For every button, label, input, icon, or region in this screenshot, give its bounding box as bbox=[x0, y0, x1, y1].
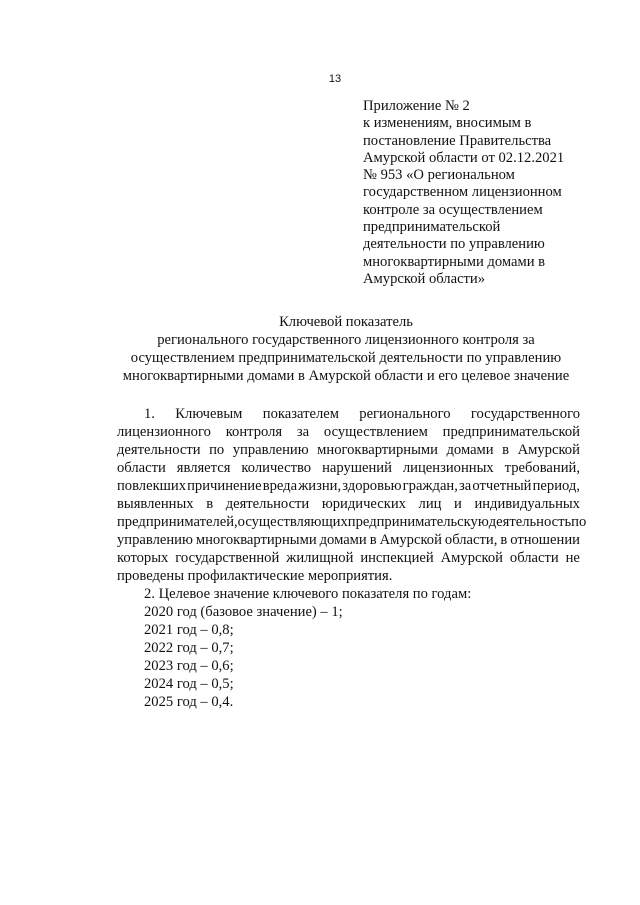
appendix-line: № 953 «О региональном bbox=[363, 167, 515, 184]
word: 1. bbox=[144, 406, 155, 422]
paragraph-1-line bbox=[117, 549, 580, 567]
word: Амурской bbox=[379, 532, 442, 548]
word: инспекцией bbox=[360, 550, 434, 566]
word: государственной bbox=[175, 550, 280, 566]
word: юридических bbox=[321, 496, 406, 512]
paragraph-1-last-line: проведены профилактические мероприятия. bbox=[117, 568, 393, 584]
word: лицензионного bbox=[117, 424, 211, 440]
word: деятельности bbox=[225, 496, 310, 512]
word: нарушений bbox=[322, 460, 392, 476]
paragraph-2-title: 2. Целевое значение ключевого показателя по годам: bbox=[144, 586, 472, 602]
appendix-note bbox=[363, 98, 593, 288]
word: государственного bbox=[470, 406, 580, 422]
paragraph-1-line bbox=[117, 423, 580, 441]
word: за bbox=[296, 424, 310, 440]
appendix-line: государственном лицензионном bbox=[363, 184, 562, 201]
word: индивидуальных bbox=[474, 496, 580, 512]
word: домами bbox=[319, 532, 367, 548]
word: показателем bbox=[262, 406, 339, 422]
word: является bbox=[176, 460, 231, 476]
word: за bbox=[459, 478, 472, 494]
word: повлекших bbox=[117, 478, 186, 494]
word: области, bbox=[444, 532, 498, 548]
word: вреда bbox=[262, 478, 298, 494]
word: деятельности bbox=[117, 442, 201, 458]
word: в bbox=[500, 532, 508, 548]
word: области bbox=[509, 550, 559, 566]
appendix-line: деятельности по управлению bbox=[363, 236, 545, 253]
word: по bbox=[571, 514, 587, 530]
word: управлению bbox=[232, 442, 309, 458]
appendix-line: Приложение № 2 bbox=[363, 98, 470, 114]
word: в bbox=[502, 442, 510, 458]
word: регионального bbox=[359, 406, 451, 422]
word: области bbox=[117, 460, 166, 476]
target-year-item: 2020 год (базовое значение) – 1; bbox=[144, 604, 343, 620]
document-heading bbox=[0, 313, 640, 385]
word: здоровью bbox=[342, 478, 402, 494]
appendix-line: Амурской области» bbox=[363, 270, 486, 287]
paragraph-1-line bbox=[117, 513, 587, 531]
target-year-item: 2025 год – 0,4. bbox=[144, 694, 234, 710]
word: жизни, bbox=[298, 478, 342, 494]
appendix-line: к изменениям, вносимым в bbox=[363, 115, 532, 132]
target-year-item: 2024 год – 0,5; bbox=[144, 676, 234, 692]
appendix-line: постановление Правительства bbox=[363, 132, 552, 149]
word: Амурской bbox=[517, 442, 580, 458]
word: и bbox=[454, 496, 462, 512]
target-year-item: 2021 год – 0,8; bbox=[144, 622, 234, 638]
word: управлению bbox=[117, 532, 193, 548]
word: период, bbox=[532, 478, 580, 494]
paragraph-1-line bbox=[117, 477, 580, 495]
appendix-line: предпринимательской bbox=[363, 219, 501, 236]
word: в bbox=[206, 496, 214, 512]
word: количество bbox=[241, 460, 312, 476]
word: по bbox=[209, 442, 225, 458]
word: причинение bbox=[187, 478, 262, 494]
word: в bbox=[369, 532, 377, 548]
word: предпринимателей, bbox=[117, 514, 238, 530]
word: осуществляющих bbox=[237, 514, 348, 530]
paragraph-1-line bbox=[117, 405, 580, 423]
word: многоквартирными bbox=[317, 442, 438, 458]
heading-line: Ключевой показатель bbox=[279, 314, 413, 330]
word: предпринимательскую bbox=[347, 514, 489, 530]
target-year-item: 2023 год – 0,6; bbox=[144, 658, 234, 674]
word: Амурской bbox=[440, 550, 503, 566]
word: деятельность bbox=[488, 514, 572, 530]
word: жилищной bbox=[286, 550, 354, 566]
word: контроля bbox=[225, 424, 283, 440]
word: осуществлением bbox=[323, 424, 428, 440]
heading-line: осуществлением предпринимательской деятельности по управлению bbox=[130, 350, 562, 366]
word: не bbox=[565, 550, 580, 566]
heading-line: регионального государственного лицензионного контроля за bbox=[157, 332, 535, 348]
word: требований, bbox=[504, 460, 580, 476]
word: Ключевым bbox=[175, 406, 243, 422]
paragraph-1-line bbox=[117, 495, 580, 513]
word: которых bbox=[117, 550, 169, 566]
word: многоквартирными bbox=[195, 532, 317, 548]
paragraph-1-line bbox=[117, 459, 580, 477]
word: предпринимательской bbox=[442, 424, 580, 440]
appendix-line: контроле за осуществлением bbox=[363, 201, 543, 218]
word: выявленных bbox=[117, 496, 194, 512]
target-year-item: 2022 год – 0,7; bbox=[144, 640, 234, 656]
word: домами bbox=[446, 442, 494, 458]
word: отчетный bbox=[472, 478, 532, 494]
word: лицензионных bbox=[402, 460, 494, 476]
paragraph-1-line bbox=[117, 441, 580, 459]
heading-line: многоквартирными домами в Амурской области и его целевое значение bbox=[122, 368, 570, 384]
word: лиц bbox=[418, 496, 442, 512]
appendix-line: многоквартирными домами в bbox=[363, 253, 546, 270]
word: отношении bbox=[510, 532, 580, 548]
paragraph-1-line bbox=[117, 531, 580, 549]
document-body bbox=[117, 405, 587, 711]
page-number: 13 bbox=[328, 73, 342, 85]
appendix-line: Амурской области от 02.12.2021 bbox=[363, 149, 565, 166]
word: граждан, bbox=[402, 478, 458, 494]
